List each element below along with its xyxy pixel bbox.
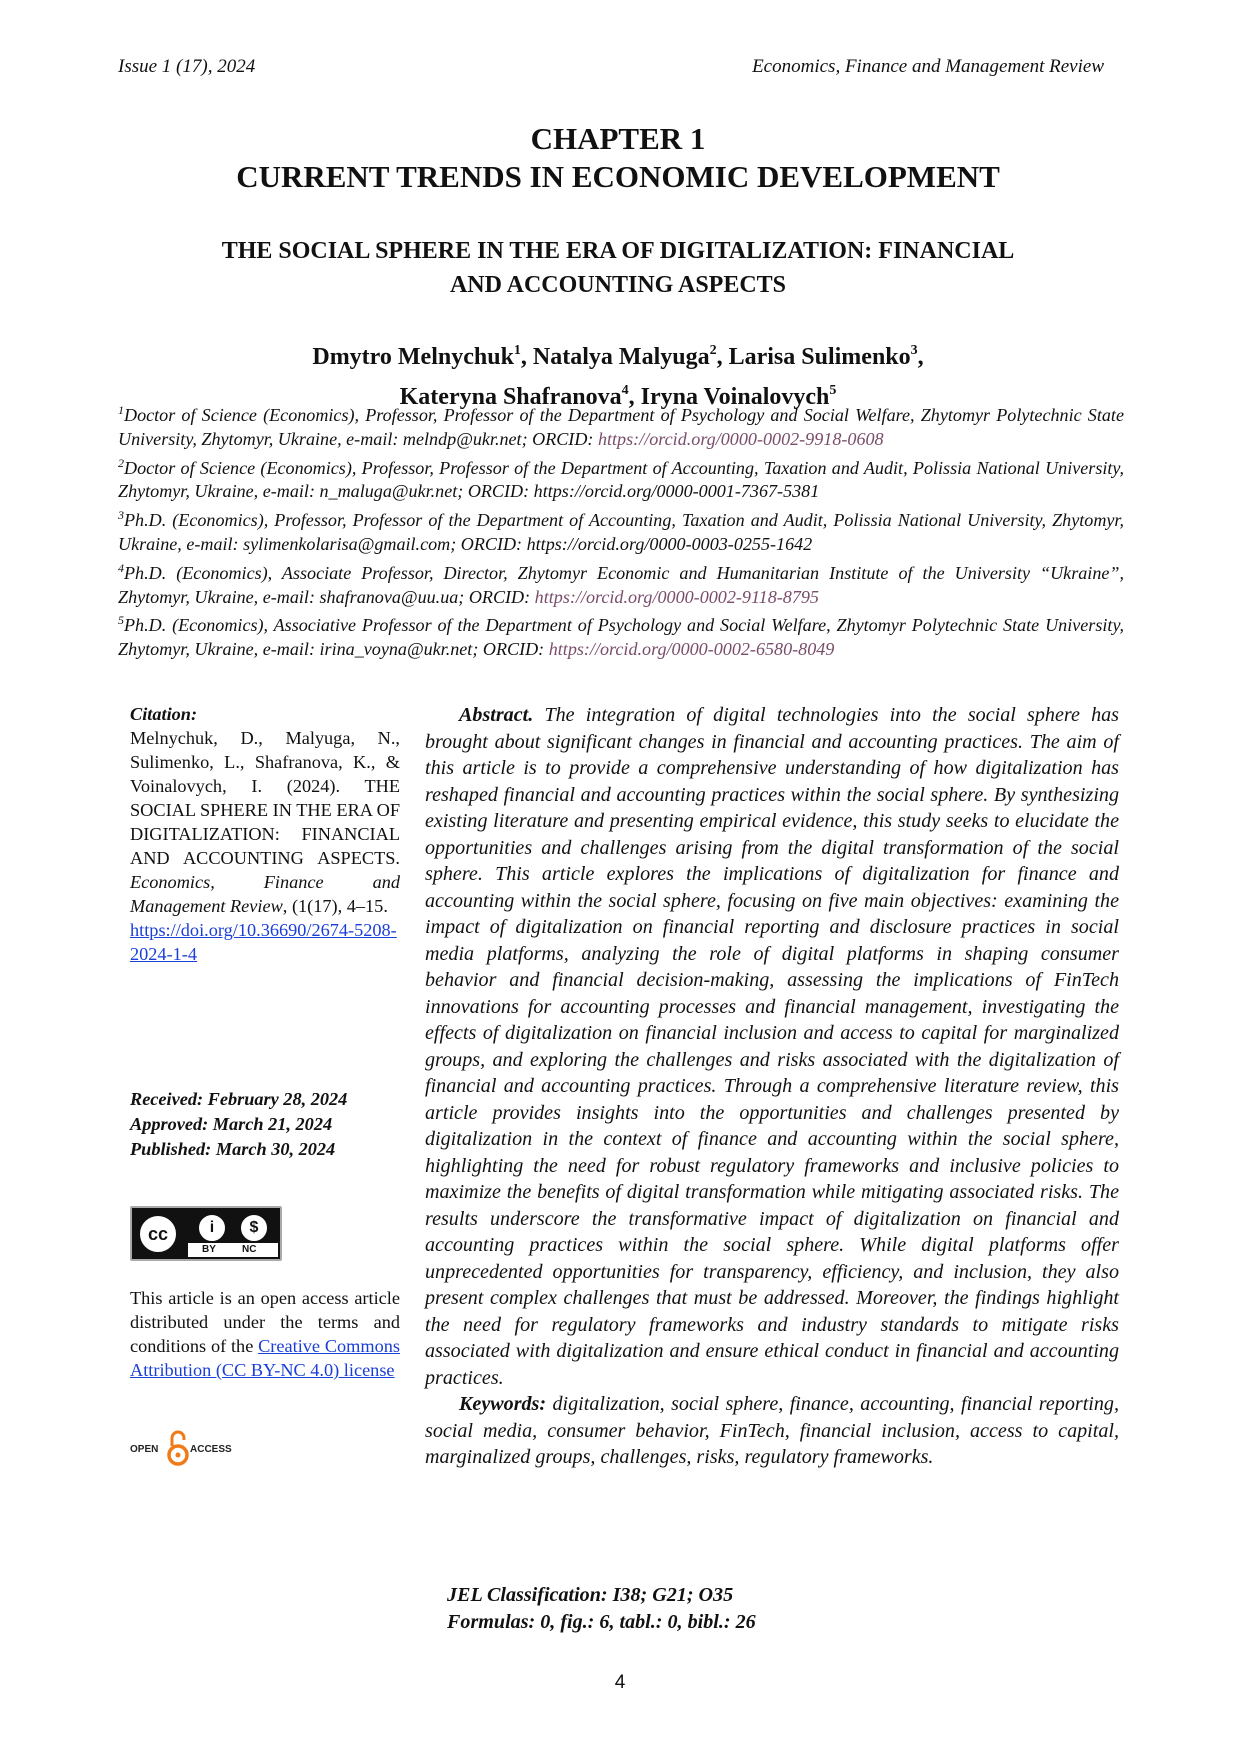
abstract-block [425,702,1119,1471]
affiliation-sup: 4 [118,560,124,575]
affiliation-5 [118,609,1124,662]
author-line-2: Kateryna Shafranova$^4$, Iryna Voinalovych$^5$ [399,383,837,410]
open-access-logo [130,1430,260,1470]
abstract-label: Abstract. [459,704,534,726]
cc-by-nc-badge[interactable] [130,1206,282,1261]
orcid-link[interactable]: https://orcid.org/0000-0002-9118-8795 [534,586,819,607]
author-name: Natalya Malyuga [532,344,710,370]
article-title-line1: THE SOCIAL SPHERE IN THE ERA OF DIGITALIZATION: FINANCIAL [221,238,1015,264]
abstract-text: The integration of digital technologies into the social sphere has brought about significant changes in financial and accounting practices. The aim of this article is to provide a comprehensive understanding of how digitalization has reshaped financial and accounting practices within the social sphere. By synthesizing existing literature and presenting empirical evidence, this study seeks to elucidate the opportunities and challenges arising from the digital transformation of the social sphere. This article explores the implications of digitalization for finance and accounting within the social sphere, focusing on five main objectives: examining the impact of digitalization on financial reporting and disclosure practices in social media platforms, analyzing the role of digital platforms in shaping consumer behavior and financial decision-making, assessing the implications of FinTech innovations for accounting processes and financial management, investigating the effects of digitalization on financial inclusion and access to capital for marginalized groups, and exploring the challenges and risks associated with the digitalization of financial and accounting practices. Through a comprehensive literature review, this article provides insights into the opportunities and challenges presented by digitalization in the context of finance and accounting within the social sphere, highlighting the need for robust regulatory frameworks and inclusive policies to maximize the benefits of digital transformation while mitigating associated risks. The results underscore the transformative impact of digitalization on financial and accounting practices within the social sphere. While digital platforms offer unprecedented opportunities for transparency, efficiency, and inclusion, they also present complex challenges that must be addressed. Moreover, the findings highlight the need for regulatory frameworks and industry standards to mitigate risks associated with digitalization and ensure ethical conduct in financial and accounting practices. [425,704,1119,1389]
author-sup: 4 [621,383,629,398]
cc-icon: cc [136,1212,180,1256]
author-sup: 1 [513,343,521,358]
license-notice [130,1286,400,1382]
chapter-heading [118,120,1118,196]
license-strip [188,1243,278,1257]
affiliation-sup: 5 [118,613,124,628]
affiliation-1 [118,399,1124,452]
citation-journal: Economics, Finance and Management Review [130,872,400,916]
open-lock-icon [167,1430,189,1466]
citation-text [130,726,400,918]
affiliation-text: Ph.D. (Economics), Associate Professor, Director, Zhytomyr Economic and Humanitarian Institute of the University “Ukraine”, Zhytomyr, Ukraine, e-mail: shafranova@uu.ua; ORCID: [118,562,1124,607]
article-title-line2: AND ACCOUNTING ASPECTS [449,272,787,298]
author-sup: 5 [829,383,837,398]
citation-label: Citation: [130,704,198,724]
citation-volume: , (1(17), 4–15. [282,896,388,916]
affiliation-text: Ph.D. (Economics), Associative Professor of the Department of Psychology and Social Welfare, Zhytomyr Polytechnic State University, Zhytomyr, Ukraine, e-mail: irina_voyna@ukr.net; ORCID: [118,615,1124,660]
affiliations [118,399,1124,662]
article-title [118,234,1118,302]
affiliation-sup: 1 [118,403,124,417]
nc-label: NC [242,1244,257,1255]
affiliation-2 [118,452,1124,505]
affiliation-text: Doctor of Science (Economics), Professor, Professor of the Department of Psychology and Social Welfare, Zhytomyr Polytechnic State University, Zhytomyr, Ukraine, e-mail: melndp@ukr.net; ORCID: [118,405,1124,449]
author-name: Larisa Sulimenko [728,344,911,370]
keywords-paragraph [425,1391,1119,1471]
doi-link[interactable]: https://doi.org/10.36690/2674-5208-2024-1-4 [130,920,397,964]
license-link[interactable]: Creative Commons Attribution (CC BY-NC 4.0) license [130,1336,400,1380]
open-access-left-text: OPEN [130,1444,159,1455]
published-date: Published: March 30, 2024 [130,1139,336,1159]
keywords-text: digitalization, social sphere, finance, accounting, financial reporting, social media, consumer behavior, FinTech, financial inclusion, access to capital, marginalized groups, challenges, risks, regulatory frameworks. [425,1393,1119,1468]
open-access-right-text: ACCESS [190,1444,232,1455]
affiliation-3 [118,504,1124,557]
orcid-link[interactable]: https://orcid.org/0000-0002-9918-0608 [597,428,884,449]
citation-body: Melnychuk, D., Malyuga, N., Sulimenko, L., Shafranova, K., & Voinalovych, I. (2024). THE SOCIAL SPHERE IN THE ERA OF DIGITALIZATION: FINANCIAL AND ACCOUNTING ASPECTS. [130,728,400,868]
citation-block [130,702,400,966]
author-sup: 2 [709,343,717,358]
formulas-count: Formulas: 0, fig.: 6, tabl.: 0, bibl.: 26 [447,1611,756,1633]
received-date: Received: February 28, 2024 [130,1089,348,1109]
journal-name: Economics, Finance and Management Review [752,56,1104,77]
abstract-paragraph [425,702,1119,1391]
author-name: Dmytro Melnychuk [312,344,514,370]
affiliation-4 [118,557,1124,610]
affiliation-text: Doctor of Science (Economics), Professor, Professor of the Department of Accounting, Taxation and Audit, Polissia National University, Zhytomyr, Ukraine, e-mail: n_maluga@ukr.net; ORCID: https://orcid.org/0000-0001-7367-5381 [118,457,1124,502]
author-sup: 3 [910,343,918,358]
classification-block [447,1582,1127,1636]
chapter-number: CHAPTER 1 [530,121,706,156]
orcid-link[interactable]: https://orcid.org/0000-0002-6580-8049 [548,639,835,660]
approved-date: Approved: March 21, 2024 [130,1114,333,1134]
chapter-title: CURRENT TRENDS IN ECONOMIC DEVELOPMENT [236,159,1000,194]
page-number: 4 [614,1672,626,1693]
affiliation-text: Ph.D. (Economics), Professor, Professor of the Department of Accounting, Taxation and Audit, Polissia National University, Zhytomyr, Ukraine, e-mail: sylimenkolarisa@gmail.com; ORCID: https://orcid.org/0000-0003-0255-1642 [118,510,1124,554]
jel-classification: JEL Classification: I38; G21; O35 [447,1584,734,1606]
author-name: Iryna Voinalovych [640,384,830,410]
attribution-icon: i [196,1212,228,1244]
author-name: Kateryna Shafranova [399,384,622,410]
affiliation-sup: 2 [118,455,124,470]
affiliation-sup: 3 [118,508,124,523]
noncommercial-icon: $ [238,1212,270,1244]
by-label: BY [202,1244,216,1255]
license-text: This article is an open access article distributed under the terms and conditions of the [130,1288,400,1356]
running-header [118,56,1104,82]
keywords-label: Keywords: [459,1393,547,1415]
publication-dates [130,1087,400,1162]
issue-label: Issue 1 (17), 2024 [118,56,256,77]
author-line-1: Dmytro Melnychuk$^1$, Natalya Malyuga$^2$, Larisa Sulimenko$^3$, [312,343,924,370]
